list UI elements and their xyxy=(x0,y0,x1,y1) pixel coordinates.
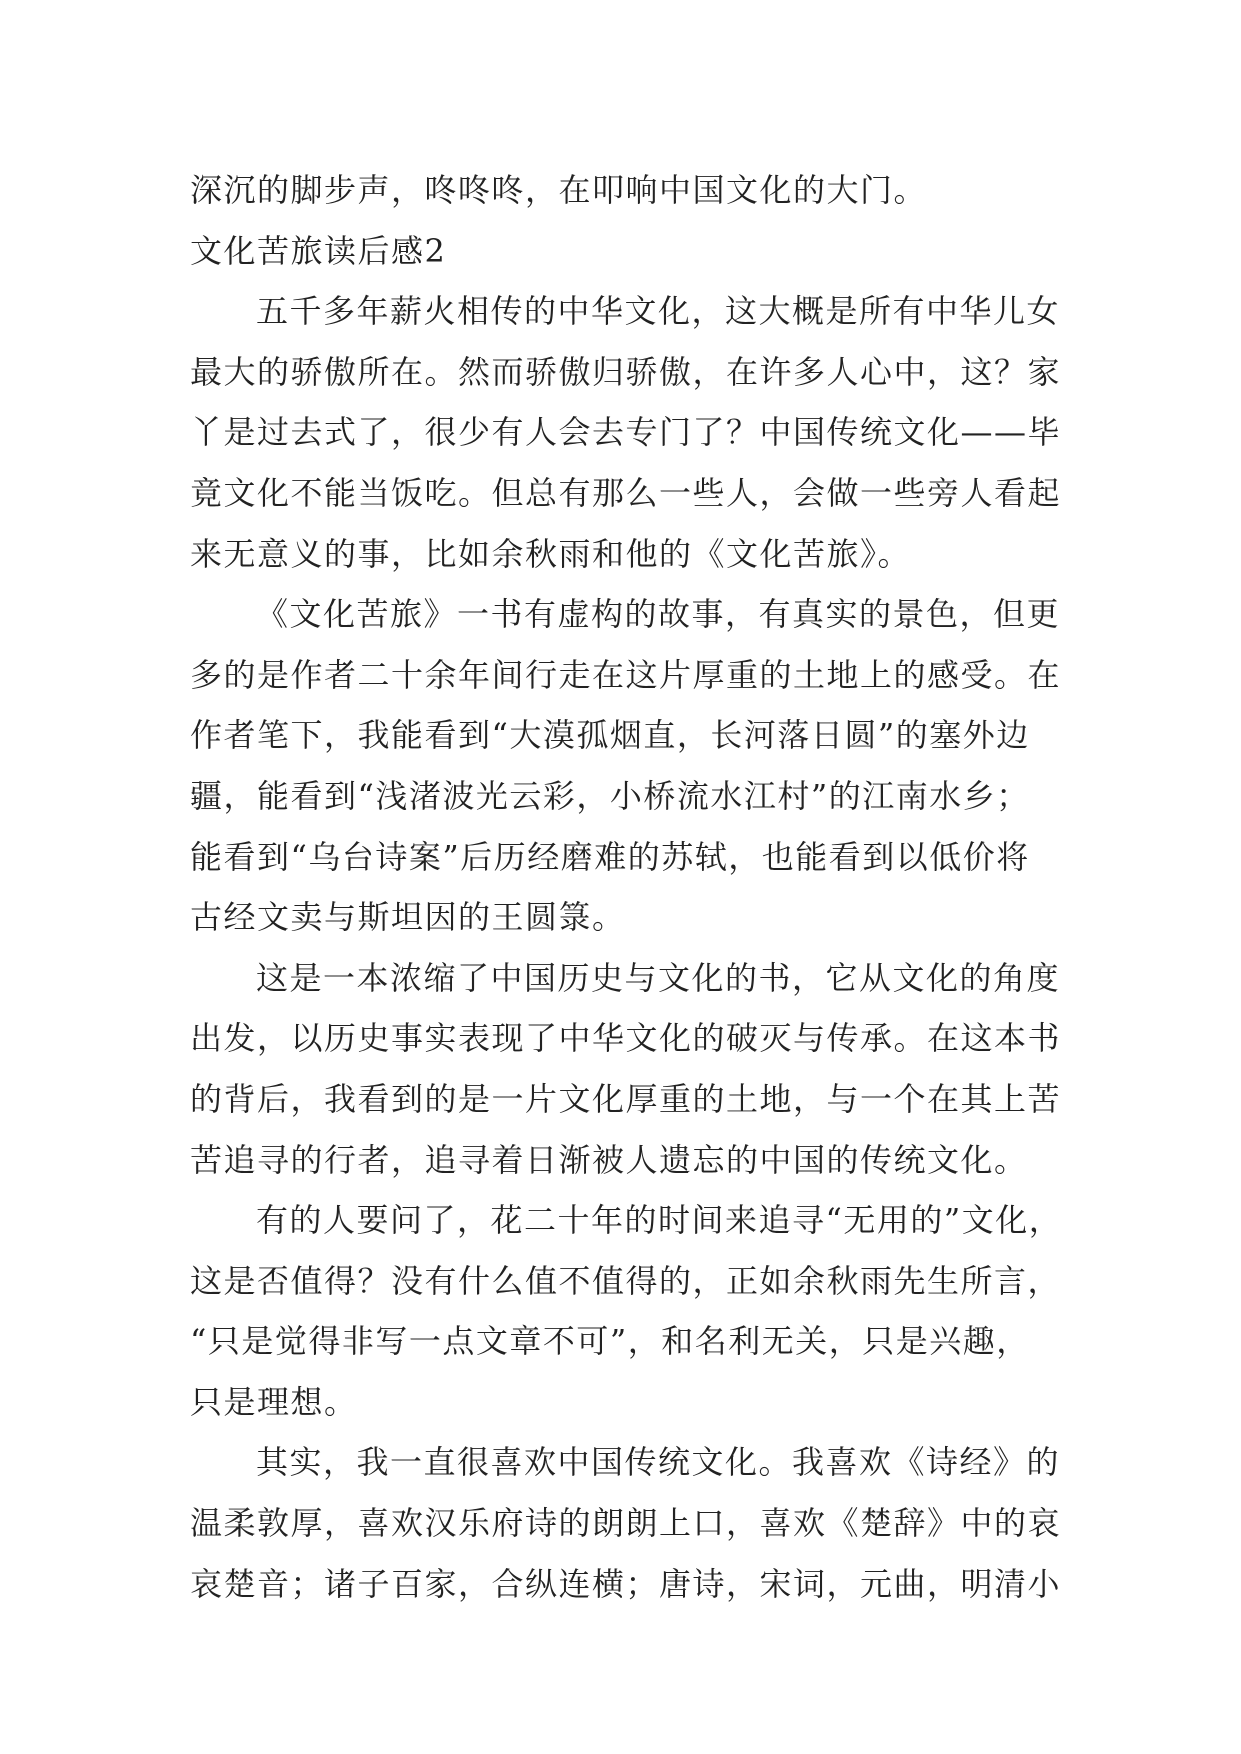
text-line: 的背后，我看到的是一片文化厚重的土地，与一个在其上苦 xyxy=(190,1079,1062,1118)
text-line: 其实，我一直很喜欢中国传统文化。我喜欢《诗经》的 xyxy=(256,1443,1061,1482)
text-line: 古经文卖与斯坦因的王圆箓。 xyxy=(190,898,626,937)
text-line: 这是否值得？没有什么值不值得的，正如余秋雨先生所言， xyxy=(190,1261,1062,1300)
text-line: 苦追寻的行者，追寻着日渐被人遗忘的中国的传统文化。 xyxy=(190,1140,1028,1179)
text-line: 作者笔下，我能看到“大漠孤烟直，长河落日圆”的塞外边 xyxy=(190,716,1030,755)
text-line: 来无意义的事，比如余秋雨和他的《文化苦旅》。 xyxy=(190,534,912,573)
text-line: 深沉的脚步声，咚咚咚，在叩响中国文化的大门。 xyxy=(190,171,928,209)
text-line: 这是一本浓缩了中国历史与文化的书，它从文化的角度 xyxy=(256,958,1061,997)
text-line: 多的是作者二十余年间行走在这片厚重的土地上的感受。在 xyxy=(190,655,1062,694)
text-line: 《文化苦旅》一书有虚构的故事，有真实的景色，但更 xyxy=(256,595,1061,634)
text-line: 疆，能看到“浅渚波光云彩，小桥流水江村”的江南水乡； xyxy=(190,776,1030,815)
text-line: 最大的骄傲所在。然而骄傲归骄傲，在许多人心中，这？家 xyxy=(190,352,1062,391)
text-line: 能看到“乌台诗案”后历经磨难的苏轼，也能看到以低价将 xyxy=(190,837,1030,876)
text-line: 只是理想。 xyxy=(190,1382,358,1421)
text-line: 有的人要问了，花二十年的时间来追寻“无用的”文化， xyxy=(256,1201,1063,1240)
text-line: 五千多年薪火相传的中华文化，这大概是所有中华儿女 xyxy=(256,292,1061,331)
text-line: 温柔敦厚，喜欢汉乐府诗的朗朗上口，喜欢《楚辞》中的哀 xyxy=(190,1504,1062,1543)
section-heading: 文化苦旅读后感2 xyxy=(190,231,447,270)
text-line: “只是觉得非写一点文章不可”，和名利无关，只是兴趣， xyxy=(190,1322,1030,1361)
document-body xyxy=(190,160,1090,1614)
text-line: 哀楚音；诸子百家，合纵连横；唐诗，宋词，元曲，明清小 xyxy=(190,1564,1062,1603)
text-line: 出发，以历史事实表现了中华文化的破灭与传承。在这本书 xyxy=(190,1019,1062,1058)
text-line: 丫是过去式了，很少有人会去专门了？中国传统文化——毕 xyxy=(190,413,1062,452)
text-line: 竟文化不能当饭吃。但总有那么一些人，会做一些旁人看起 xyxy=(190,473,1062,512)
